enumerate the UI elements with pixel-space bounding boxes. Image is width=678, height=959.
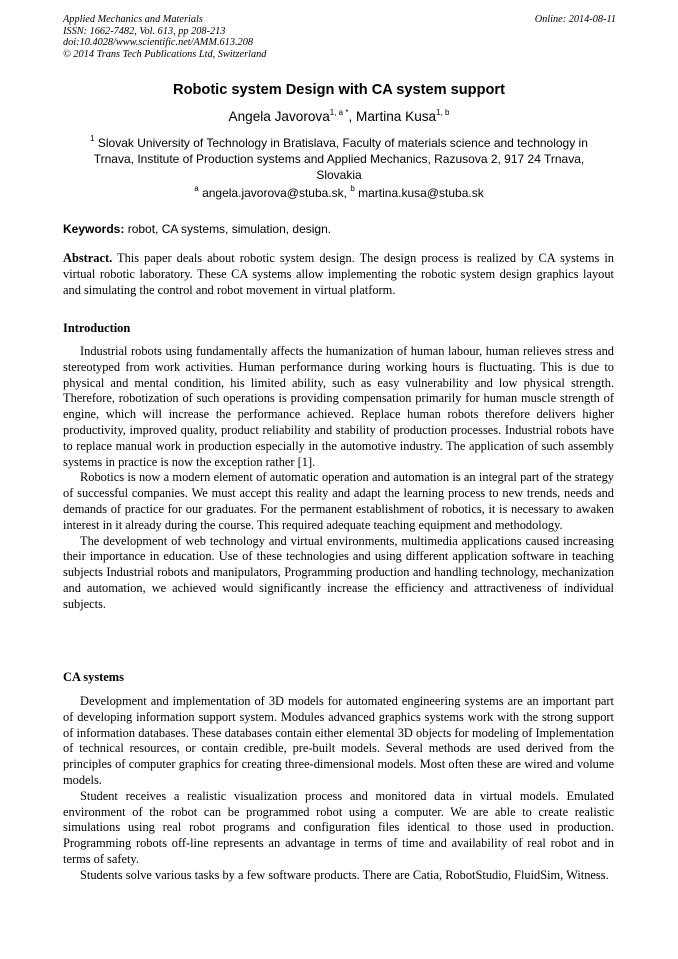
- ca-systems-heading: CA systems: [63, 670, 124, 684]
- email-1: angela.javorova@stuba.sk,: [198, 186, 351, 200]
- abstract-label: Abstract.: [63, 251, 113, 265]
- ca-systems-body: [63, 694, 614, 884]
- copyright-line: © 2014 Trans Tech Publications Ltd, Switzerland: [63, 48, 267, 60]
- author-2-affiliation-mark: 1, b: [436, 108, 450, 117]
- paper-title: Robotic system Design with CA system support: [173, 82, 505, 98]
- email-2-mark: b: [350, 184, 355, 193]
- intro-paragraph-3: The development of web technology and virtual environments, multimedia applications caused increasing their importance in education. Use of these technologies and using different application software in teaching subjects Industrial robots and manipulators, Programming production and handling technology, mechanization and automation, we achieved would significantly increase the efficiency and attractiveness of individual subjects.: [63, 533, 614, 611]
- keywords: [63, 221, 623, 237]
- abstract-text: This paper deals about robotic system design. The design process is realized by CA systems in virtual robotic laboratory. These CA systems allow implementing the robotic system design graphics layout and simulating the control and robot movement in virtual platform.: [63, 251, 614, 297]
- affiliation: [72, 135, 606, 183]
- issn-line: ISSN: 1662-7482, Vol. 613, pp 208-213: [63, 25, 226, 37]
- abstract: [63, 251, 614, 298]
- author-1-affiliation-mark: 1, a *: [329, 108, 349, 117]
- intro-paragraph-1: Industrial robots using fundamentally affects the humanization of human labour, human relieves stress and stereotyped from work activities. Human performance during working hours is fluctuating. This is due to physical and mental condition, his limited ability, such as easy vulnerability and low physical strength. Therefore, robotization of such operations is providing compensation primarily for human muscle strength of engine, which will increase the performance achieved. Replace human robots therefore delivers higher productivity, improved quality, product reliability and stability of production processes. Industrial robots have to replace manual work in production especially in the automotive industry. The application of such assembly systems in practice is now the exception rather [1].: [63, 344, 614, 469]
- author-2: Martina Kusa: [356, 109, 437, 124]
- keywords-label: Keywords:: [63, 222, 125, 236]
- journal-header: [63, 14, 266, 60]
- journal-name: Applied Mechanics and Materials: [63, 14, 203, 25]
- introduction-heading: Introduction: [63, 321, 131, 335]
- online-date: Online: 2014-08-11: [534, 14, 616, 25]
- email-2: martina.kusa@stuba.sk: [354, 186, 484, 200]
- affiliation-text: Slovak University of Technology in Bratislava, Faculty of materials science and technology in Trnava, Institute of Production systems and Applied Mechanics, Razusova 2, 917 24 Trnava, Slovakia: [93, 136, 588, 182]
- ca-paragraph-1: Development and implementation of 3D models for automated engineering systems are an important part of developing information support system. Modules advanced graphics systems work with the strong support of information databases. These databases contain either elemental 3D objects for modeling of Implementation of technical resources, or contain credible, pre-built models. Several methods are used derived from the principles of computer graphics for creating three-dimensional models. Most often these are wired and volume models.: [63, 694, 614, 787]
- doi-line: doi:10.4028/www.scientific.net/AMM.613.208: [63, 37, 253, 49]
- ca-paragraph-2: Student receives a realistic visualization process and monitored data in virtual models. Emulated environment of the robot can be programmed robot using a computer. We are able to create realistic simulations using real robot programs and configuration files identical to those used in production. Programming robots off-line represents an advantage in terms of time and availability of real robot and in terms of safety.: [63, 788, 614, 866]
- author-separator: ,: [348, 109, 357, 124]
- introduction-body: [63, 344, 614, 613]
- affiliation-mark: 1: [90, 134, 95, 143]
- keywords-text: robot, CA systems, simulation, design.: [124, 222, 332, 236]
- ca-paragraph-3: Students solve various tasks by a few software products. There are Catia, RobotStudio, FluidSim, Witness.: [80, 867, 609, 882]
- email-1-mark: a: [194, 184, 199, 193]
- intro-paragraph-2: Robotics is now a modern element of automatic operation and automation is an integral part of the strategy of successful companies. We must accept this reality and adapt the learning process to new trends, needs and demands of practice for our graduates. For the permanent establishment of robotics, it is necessary to awaken interest in it already during the course. This required adequate teaching equipment and methodology.: [63, 470, 614, 532]
- author-line: [0, 108, 678, 126]
- author-1: Angela Javorova: [228, 109, 330, 124]
- email-line: [0, 185, 678, 201]
